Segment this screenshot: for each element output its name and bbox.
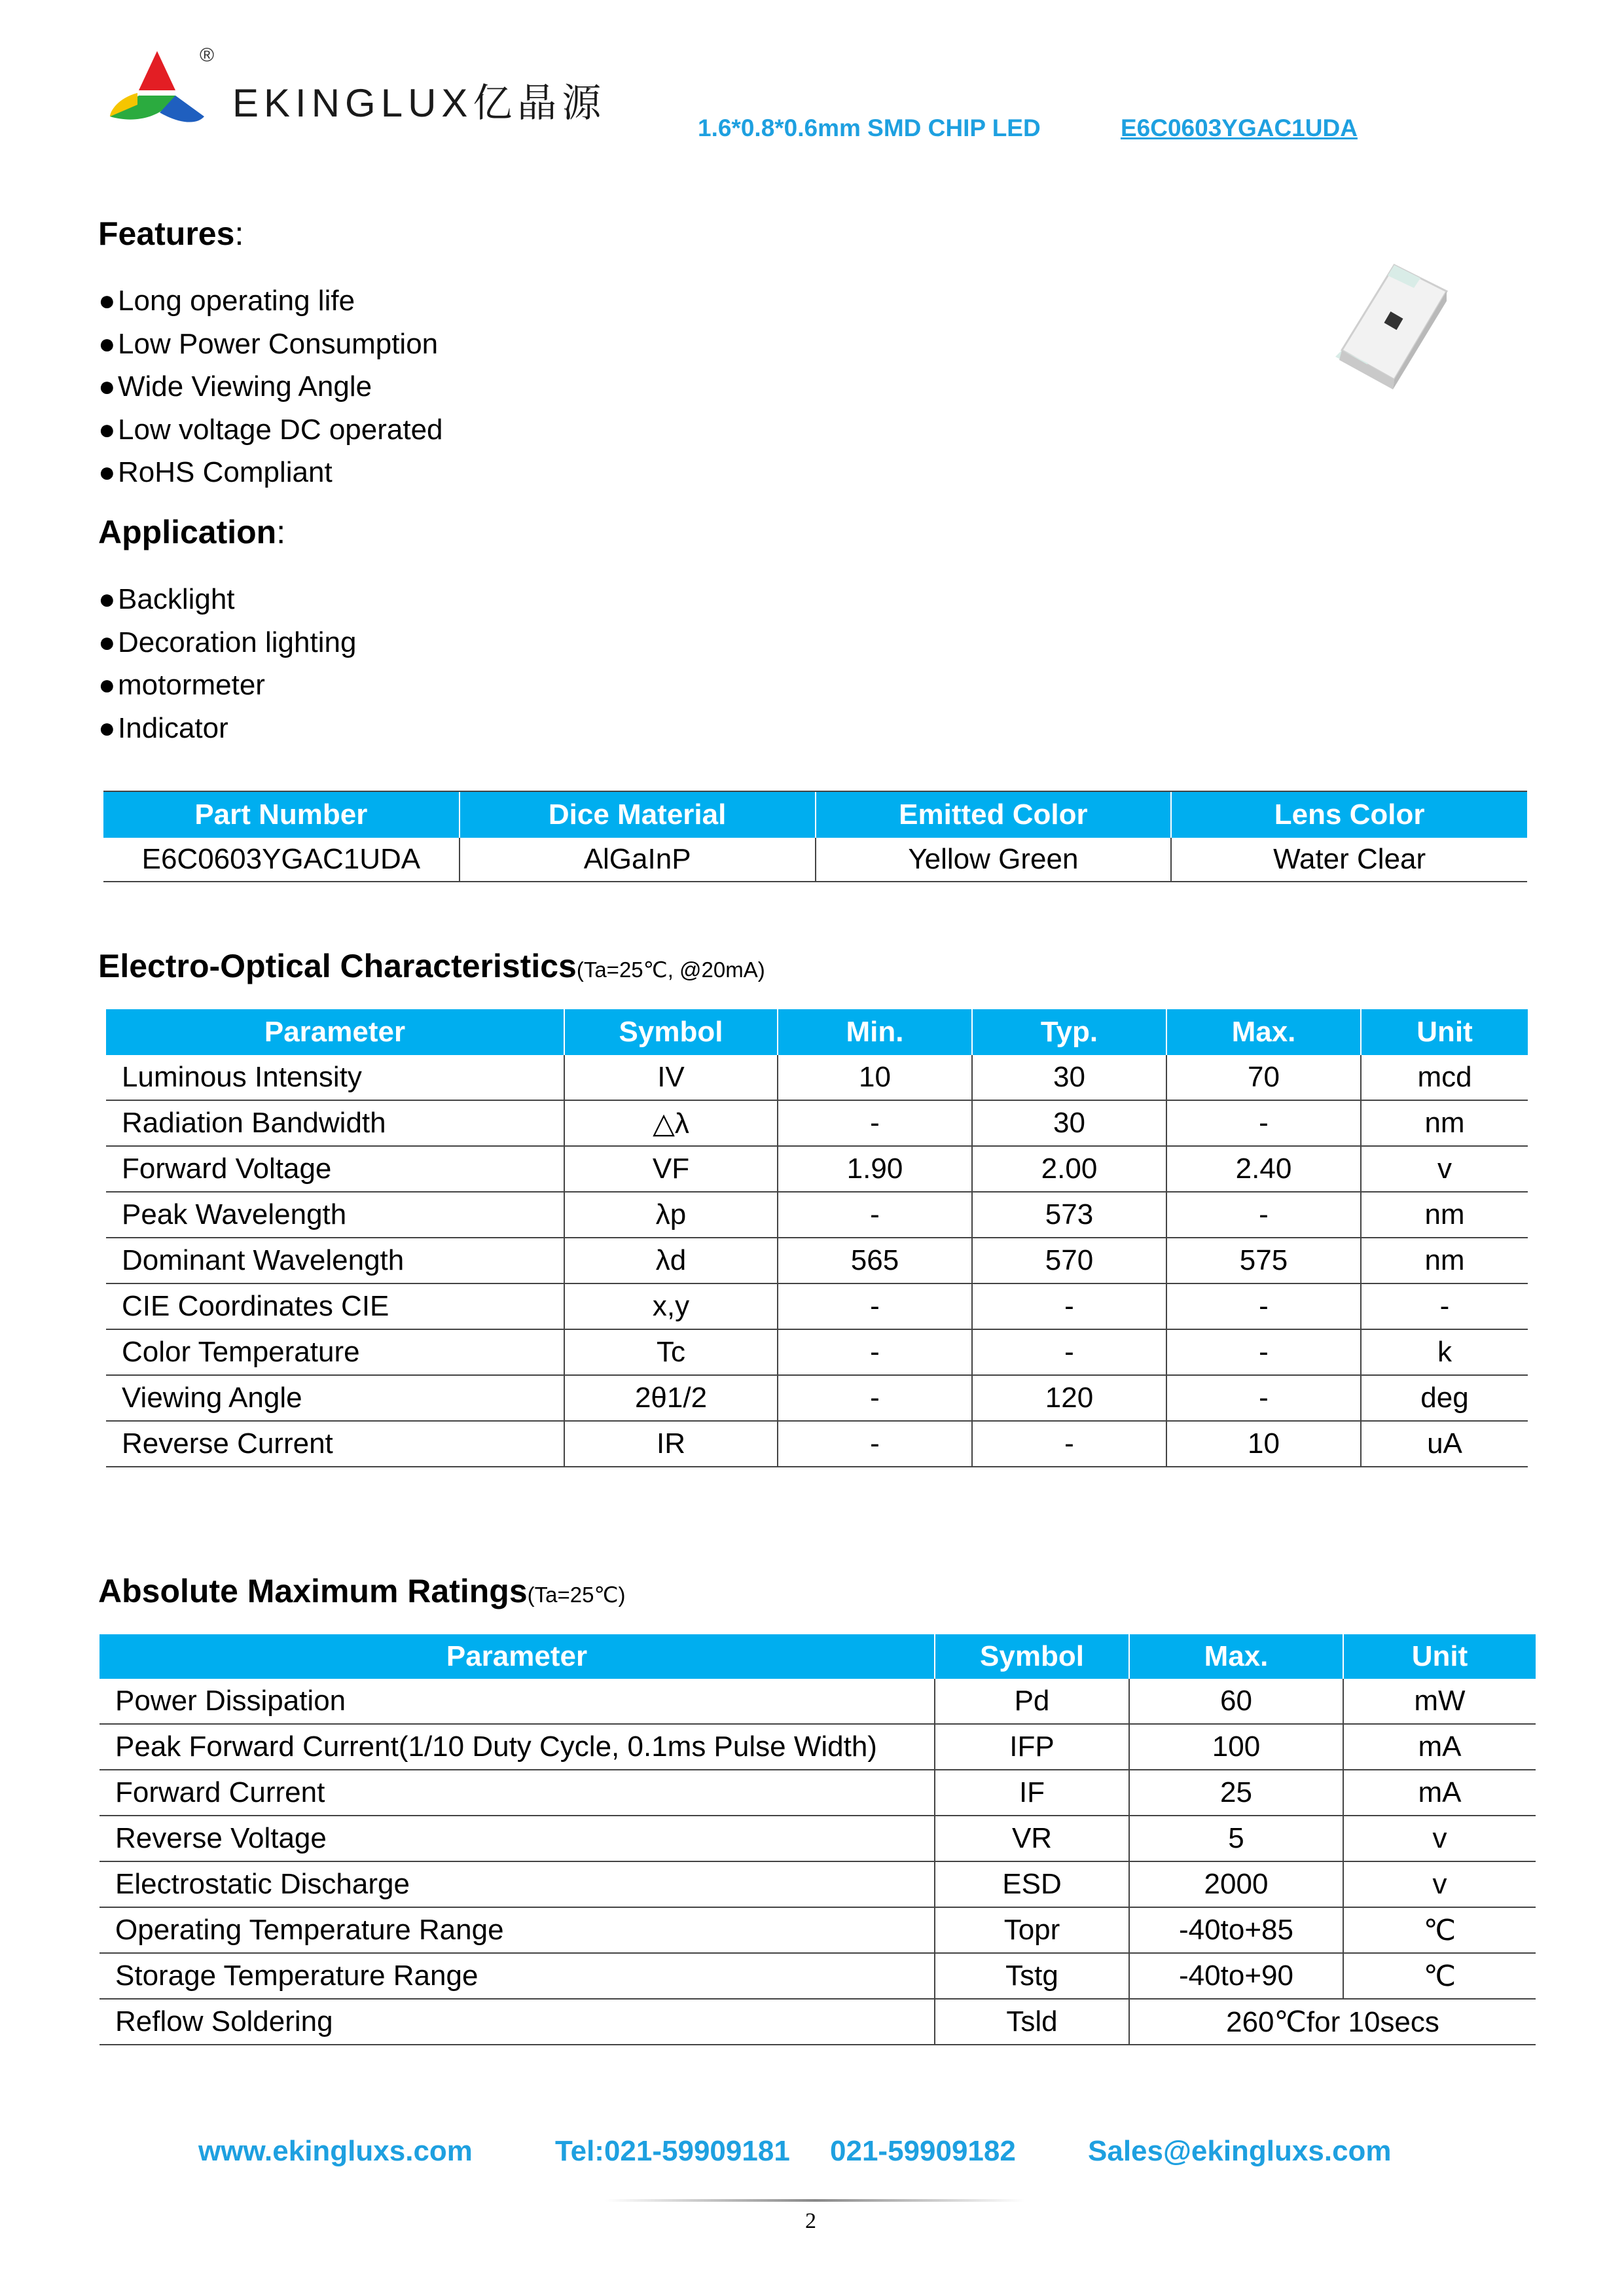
table-cell: - — [778, 1283, 972, 1329]
table-cell: - — [1361, 1283, 1528, 1329]
table-cell: - — [1166, 1283, 1361, 1329]
table-header: Min. — [778, 1009, 972, 1055]
table-cell: - — [972, 1329, 1166, 1375]
table-cell: Viewing Angle — [106, 1375, 564, 1421]
table-row — [99, 1724, 1536, 1770]
table-cell: nm — [1361, 1192, 1528, 1238]
table-cell: Peak Forward Current(1/10 Duty Cycle, 0.1ms Pulse Width) — [99, 1724, 935, 1770]
table-header: Emitted Color — [816, 791, 1172, 838]
table-cell: nm — [1361, 1100, 1528, 1146]
table-cell: 10 — [1166, 1421, 1361, 1467]
table-cell: Forward Voltage — [106, 1146, 564, 1192]
table-row — [106, 1238, 1528, 1283]
table-cell: 2.00 — [972, 1146, 1166, 1192]
table-cell: IF — [935, 1770, 1129, 1816]
table-header: Max. — [1166, 1009, 1361, 1055]
table-row — [99, 1999, 1536, 2045]
table-cell: Pd — [935, 1679, 1129, 1724]
table-header: Unit — [1361, 1009, 1528, 1055]
table-row — [99, 1953, 1536, 1999]
table-cell: 10 — [778, 1055, 972, 1100]
table-cell: - — [972, 1283, 1166, 1329]
table-row — [103, 838, 1527, 882]
table-row — [106, 1055, 1528, 1100]
table-cell: Topr — [935, 1907, 1129, 1953]
table-cell: 30 — [972, 1055, 1166, 1100]
table-row — [106, 1421, 1528, 1467]
table-cell: mA — [1343, 1770, 1536, 1816]
table-cell: Reverse Current — [106, 1421, 564, 1467]
table-cell: VR — [935, 1816, 1129, 1861]
table-cell: v — [1361, 1146, 1528, 1192]
table-cell: 30 — [972, 1100, 1166, 1146]
table-cell: - — [1166, 1329, 1361, 1375]
application-title: Application: — [98, 514, 286, 550]
page-number: 2 — [805, 2209, 816, 2233]
table-cell: Reverse Voltage — [99, 1816, 935, 1861]
list-item: ●Low Power Consumption — [98, 327, 439, 360]
table-cell: Tstg — [935, 1953, 1129, 1999]
list-item: ●Decoration lighting — [98, 626, 357, 658]
table-cell: Dominant Wavelength — [106, 1238, 564, 1283]
table-cell: IV — [564, 1055, 778, 1100]
header-product: 1.6*0.8*0.6mm SMD CHIP LED — [698, 115, 1041, 141]
table-header-row — [103, 791, 1527, 838]
application-list — [98, 578, 356, 749]
table-cell: Peak Wavelength — [106, 1192, 564, 1238]
table-cell: k — [1361, 1329, 1528, 1375]
table-cell: △λ — [564, 1100, 778, 1146]
electro-optical-title: Electro-Optical Characteristics(Ta=25℃, @20mA) — [98, 948, 765, 984]
table-cell: 100 — [1129, 1724, 1343, 1770]
table-cell: - — [1166, 1375, 1361, 1421]
table-header-row — [99, 1634, 1536, 1679]
table-cell: ESD — [935, 1861, 1129, 1907]
table-cell: 120 — [972, 1375, 1166, 1421]
table-cell: - — [1166, 1192, 1361, 1238]
table-cell: CIE Coordinates CIE — [106, 1283, 564, 1329]
table-cell: AlGaInP — [460, 838, 816, 882]
table-row — [99, 1816, 1536, 1861]
footer-email-link[interactable]: Sales@ekingluxs.com — [1088, 2135, 1392, 2167]
table-cell: 1.90 — [778, 1146, 972, 1192]
table-cell: 60 — [1129, 1679, 1343, 1724]
table-cell: 25 — [1129, 1770, 1343, 1816]
table-header: Symbol — [564, 1009, 778, 1055]
table-header: Unit — [1343, 1634, 1536, 1679]
table-cell: - — [778, 1192, 972, 1238]
list-item: ●Indicator — [98, 711, 228, 744]
table-cell: 2.40 — [1166, 1146, 1361, 1192]
electro-optical-condition: (Ta=25℃, @20mA) — [576, 958, 765, 982]
table-cell: 260℃for 10secs — [1129, 1999, 1536, 2045]
table-row — [99, 1770, 1536, 1816]
table-header-row — [106, 1009, 1528, 1055]
table-cell: Tc — [564, 1329, 778, 1375]
table-row — [106, 1192, 1528, 1238]
table-cell: 573 — [972, 1192, 1166, 1238]
table-cell: 5 — [1129, 1816, 1343, 1861]
table-cell: mA — [1343, 1724, 1536, 1770]
table-header: Lens Color — [1171, 791, 1527, 838]
table-cell: - — [778, 1100, 972, 1146]
table-cell: deg — [1361, 1375, 1528, 1421]
footer-tel-2: 021-59909182 — [830, 2135, 1016, 2167]
table-cell: Luminous Intensity — [106, 1055, 564, 1100]
features-title: Features: — [98, 215, 244, 252]
list-item: ●Wide Viewing Angle — [98, 370, 372, 403]
table-header: Parameter — [106, 1009, 564, 1055]
table-cell: E6C0603YGAC1UDA — [103, 838, 460, 882]
table-cell: v — [1343, 1861, 1536, 1907]
header-part-number-link[interactable]: E6C0603YGAC1UDA — [1121, 115, 1358, 141]
table-cell: ℃ — [1343, 1907, 1536, 1953]
table-header: Parameter — [99, 1634, 935, 1679]
table-cell: uA — [1361, 1421, 1528, 1467]
table-row — [99, 1679, 1536, 1724]
footer-website-link[interactable]: www.ekingluxs.com — [198, 2135, 473, 2167]
table-header: Dice Material — [460, 791, 816, 838]
table-cell: - — [972, 1421, 1166, 1467]
table-header: Part Number — [103, 791, 460, 838]
table-cell: - — [778, 1375, 972, 1421]
table-header: Symbol — [935, 1634, 1129, 1679]
list-item: ●Long operating life — [98, 285, 355, 317]
absolute-maximum-ratings-table — [99, 1634, 1536, 2045]
table-row — [106, 1375, 1528, 1421]
table-cell: VF — [564, 1146, 778, 1192]
table-row — [106, 1100, 1528, 1146]
table-cell: Radiation Bandwidth — [106, 1100, 564, 1146]
table-row — [106, 1283, 1528, 1329]
list-item: ●Low voltage DC operated — [98, 413, 443, 446]
table-cell: 565 — [778, 1238, 972, 1283]
table-cell: mcd — [1361, 1055, 1528, 1100]
table-cell: - — [778, 1421, 972, 1467]
table-cell: - — [778, 1329, 972, 1375]
table-cell: Storage Temperature Range — [99, 1953, 935, 1999]
table-cell: 2000 — [1129, 1861, 1343, 1907]
table-cell: IFP — [935, 1724, 1129, 1770]
table-cell: Operating Temperature Range — [99, 1907, 935, 1953]
footer-divider — [605, 2199, 1024, 2202]
table-cell: - — [1166, 1100, 1361, 1146]
table-cell: 2θ1/2 — [564, 1375, 778, 1421]
table-row — [99, 1861, 1536, 1907]
features-list — [98, 279, 443, 494]
list-item: ●motormeter — [98, 669, 265, 701]
table-cell: Electrostatic Discharge — [99, 1861, 935, 1907]
table-row — [99, 1907, 1536, 1953]
table-cell: Reflow Soldering — [99, 1999, 935, 2045]
footer-tel: Tel:021-59909181 — [555, 2135, 790, 2167]
table-cell: λp — [564, 1192, 778, 1238]
table-header: Typ. — [972, 1009, 1166, 1055]
table-cell: nm — [1361, 1238, 1528, 1283]
electro-optical-table — [106, 1009, 1528, 1467]
list-item: ●Backlight — [98, 583, 235, 615]
table-cell: Water Clear — [1171, 838, 1527, 882]
absolute-maximum-ratings-title: Absolute Maximum Ratings(Ta=25℃) — [98, 1573, 626, 1609]
table-header: Max. — [1129, 1634, 1343, 1679]
table-cell: Tsld — [935, 1999, 1129, 2045]
table-cell: Color Temperature — [106, 1329, 564, 1375]
table-cell: v — [1343, 1816, 1536, 1861]
table-cell: λd — [564, 1238, 778, 1283]
table-cell: 570 — [972, 1238, 1166, 1283]
table-cell: ℃ — [1343, 1953, 1536, 1999]
brand-name: EKINGLUX亿晶源 — [232, 81, 607, 125]
table-cell: -40to+85 — [1129, 1907, 1343, 1953]
table-cell: Power Dissipation — [99, 1679, 935, 1724]
amr-condition: (Ta=25℃) — [527, 1583, 626, 1607]
smd-led-chip-image — [1316, 252, 1460, 403]
table-row — [106, 1329, 1528, 1375]
part-table — [103, 791, 1527, 882]
table-cell: IR — [564, 1421, 778, 1467]
list-item: ●RoHS Compliant — [98, 456, 333, 488]
table-cell: mW — [1343, 1679, 1536, 1724]
registered-mark: ® — [200, 45, 215, 66]
table-cell: 70 — [1166, 1055, 1361, 1100]
table-cell: -40to+90 — [1129, 1953, 1343, 1999]
table-cell: Forward Current — [99, 1770, 935, 1816]
table-cell: Yellow Green — [816, 838, 1172, 882]
table-row — [106, 1146, 1528, 1192]
company-logo — [105, 39, 209, 137]
table-cell: 575 — [1166, 1238, 1361, 1283]
table-cell: x,y — [564, 1283, 778, 1329]
